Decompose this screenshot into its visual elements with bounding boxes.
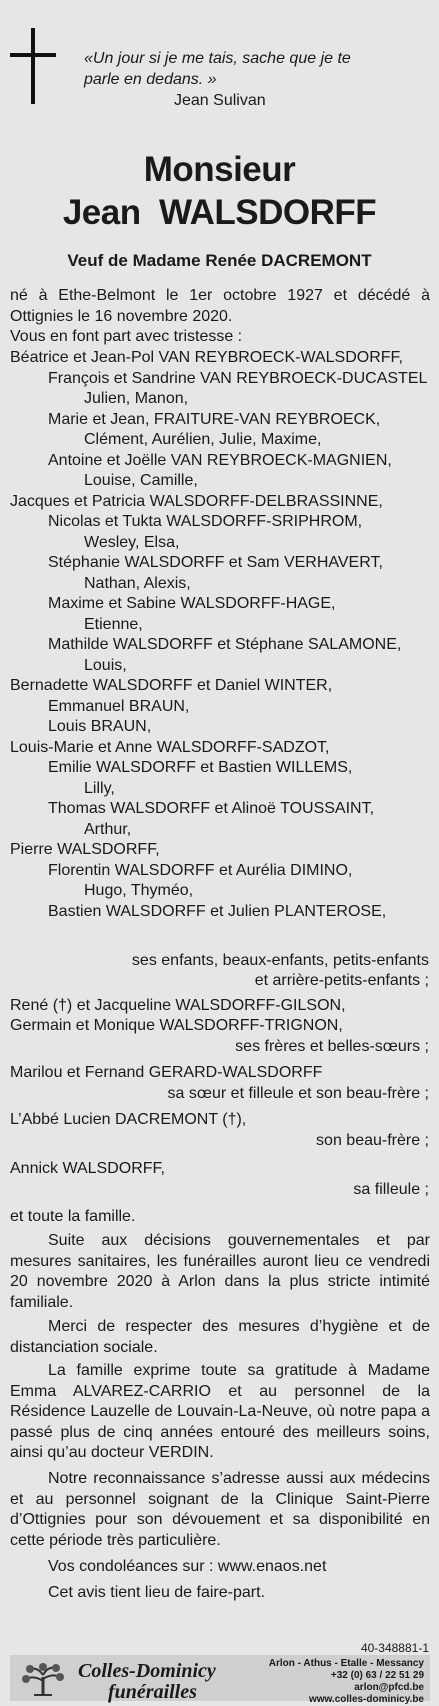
family-member-line: Louis BRAUN, — [48, 718, 152, 735]
freres-line-2: Germain et Monique WALSDORFF-TRIGNON, — [10, 1017, 343, 1034]
title-civility: Monsieur — [143, 150, 296, 189]
phone-text: +32 (0) 63 / 22 51 29 — [330, 1670, 424, 1681]
quote-line-2: parle en dedans. » — [84, 71, 217, 88]
intro-text: Vous en font part avec tristesse : — [10, 328, 243, 345]
family-member-line: Etienne, — [84, 615, 143, 633]
family-member-line: Marie et Jean, FRAITURE-VAN REYBROECK, — [48, 410, 381, 428]
condolences-text: Vos condoléances sur : www.enaos.net — [48, 1558, 327, 1575]
annick-role: sa filleule ; — [353, 1181, 429, 1198]
family-member-line: Antoine et Joëlle VAN REYBROECK-MAGNIEN, — [48, 451, 392, 469]
reference-number: 40-348881-1 — [360, 1641, 429, 1655]
family-member-line: Clément, Aurélien, Julie, Maxime, — [84, 431, 322, 448]
family-member-line: Nathan, Alexis, — [84, 574, 191, 592]
annick-line: Annick WALSDORFF, — [10, 1160, 165, 1177]
quote-author: Jean Sulivan — [174, 92, 266, 109]
towns-text: Arlon - Athus - Etalle - Messancy — [268, 1658, 424, 1669]
website-text: www.colles-dominicy.be — [308, 1694, 424, 1705]
family-member-line: Emilie WALSDORFF et Bastien WILLEMS, — [48, 759, 353, 776]
family-member-line: Wesley, Elsa, — [84, 533, 180, 551]
notice-text: Cet avis tient lieu de faire-part. — [48, 1584, 265, 1601]
family-member-line: Hugo, Thyméo, — [84, 882, 194, 899]
family-member-line: Bernadette WALSDORFF et Daniel WINTER, — [10, 677, 333, 694]
family-member-line: Stéphanie WALSDORFF et Sam VERHAVERT, — [48, 554, 383, 571]
cross-icon — [31, 28, 35, 104]
family-member-line: Maxime et Sabine WALSDORFF-HAGE, — [48, 595, 336, 612]
family-member-line: Louis-Marie et Anne WALSDORFF-SADZOT, — [10, 738, 330, 756]
freres-role: ses frères et belles-sœurs ; — [235, 1038, 429, 1055]
tree-logo-icon — [16, 1661, 70, 1697]
family-member-line: Pierre WALSDORFF, — [10, 841, 160, 858]
family-member-line: Florentin WALSDORFF et Aurélia DIMINO, — [48, 861, 353, 879]
abbe-line: L’Abbé Lucien DACREMONT (†), — [10, 1111, 247, 1128]
email-text: arlon@pfcd.be — [354, 1682, 424, 1693]
family-member-line: Béatrice et Jean-Pol VAN REYBROECK-WALSDORFF, — [10, 349, 403, 366]
family-member-line: Julien, Manon, — [84, 390, 189, 407]
soeur-line: Marilou et Fernand GERARD-WALSDORFF — [10, 1064, 323, 1081]
brand-name: Colles-Dominicy — [78, 1660, 216, 1682]
cross-icon-bar — [10, 53, 56, 57]
paragraph-hygiene: Merci de respecter des mesures d’hygiène et de distanciation sociale. — [10, 1318, 430, 1356]
family-member-line: Arthur, — [84, 820, 132, 838]
brand-subtitle: funérailles — [108, 1681, 197, 1703]
abbe-role: son beau-frère ; — [316, 1132, 429, 1149]
freres-line-1: René (†) et Jacqueline WALSDORFF-GILSON, — [10, 997, 346, 1014]
paragraph-thanks-clinic: Notre reconnaissance s’adresse aussi aux médecins et au personnel soignant de la Clinique Saint-Pierre d’Ottignies pour son dévouement et sa disponibilité en cette période très particulière. — [10, 1470, 430, 1549]
enfants-line-2: et arrière-petits-enfants ; — [254, 972, 429, 989]
quote-line-1: «Un jour si je me tais, sache que je te — [84, 50, 351, 67]
title-name: Jean WALSDORFF — [62, 193, 377, 232]
family-closing: et toute la famille. — [10, 1208, 136, 1225]
soeur-role: sa sœur et filleule et son beau-frère ; — [167, 1085, 429, 1102]
paragraph-gratitude: La famille exprime toute sa gratitude à Madame Emma ALVAREZ-CARRIO et au personnel de la Résidence Lauzelle de Louvain-La-Neuve, où notre papa a passé plus de cinq années entouré des meilleurs soins, ainsi qu’au docteur VERDIN. — [10, 1362, 430, 1461]
family-member-line: Nicolas et Tukta WALSDORFF-SRIPHROM, — [48, 513, 363, 530]
family-member-line: Thomas WALSDORFF et Alinoë TOUSSAINT, — [48, 800, 375, 817]
family-member-line: Lilly, — [84, 779, 115, 797]
family-member-line: Mathilde WALSDORFF et Stéphane SALAMONE, — [48, 636, 402, 653]
family-member-line: Louis, — [84, 656, 127, 674]
family-member-line: Louise, Camille, — [84, 472, 198, 489]
contact-info — [269, 1658, 424, 1706]
family-member-line: Jacques et Patricia WALSDORFF-DELBRASSINNE, — [10, 492, 383, 510]
funeral-home-banner — [10, 1655, 430, 1705]
paragraph-funerals: Suite aux décisions gouvernementales et par mesures sanitaires, les funérailles auront lieu ce vendredi 20 novembre 2020 à Arlon dans la plus stricte intimité familiale. — [10, 1232, 430, 1311]
family-member-line: Bastien WALSDORFF et Julien PLANTEROSE, — [48, 902, 387, 920]
enfants-line-1: ses enfants, beaux-enfants, petits-enfants — [131, 952, 429, 969]
quote — [84, 48, 424, 90]
family-member-line: Emmanuel BRAUN, — [48, 697, 190, 715]
subtitle-widower: Veuf de Madame Renée DACREMONT — [67, 251, 372, 270]
family-member-line: François et Sandrine VAN REYBROECK-DUCASTEL — [48, 369, 428, 387]
birth-text: né à Ethe-Belmont le 1er octobre 1927 et décédé à Ottignies le 16 novembre 2020. — [10, 287, 430, 325]
